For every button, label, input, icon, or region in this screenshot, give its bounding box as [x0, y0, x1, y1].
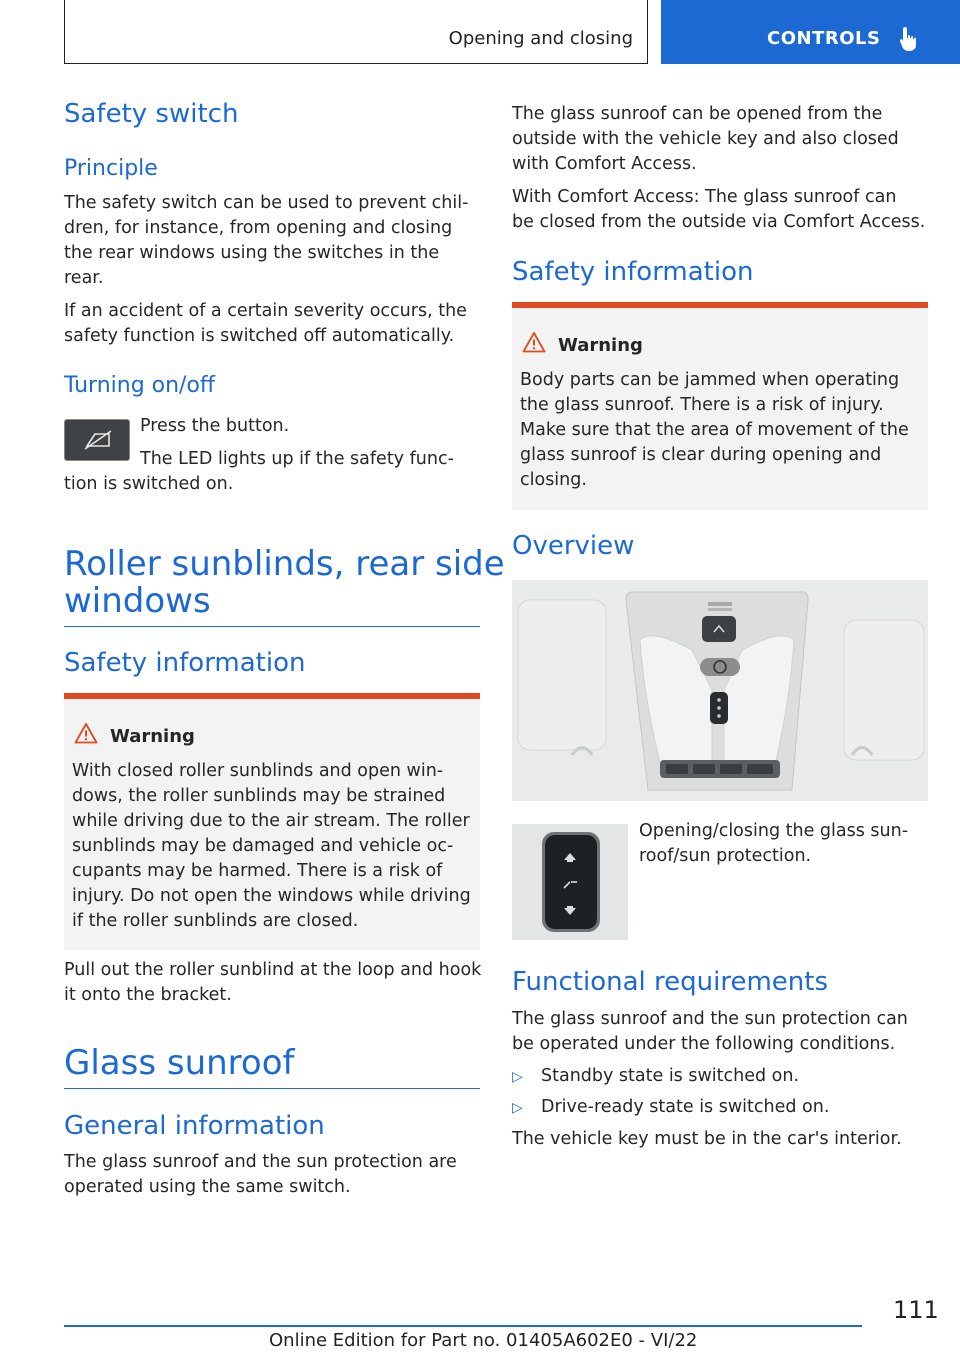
warning-label: Warning [110, 726, 195, 747]
principle-paragraph-2: If an accident of a certain severity occurs, the safety function is switched off automatically. [64, 301, 467, 346]
list-item: ▷ Drive-ready state is switched on. [512, 1097, 830, 1117]
principle-paragraph-1: The safety switch can be used to prevent chil- dren, for instance, from opening and closing the rear windows using the switches in the rear. [64, 193, 469, 288]
sunroof-intro-paragraph-1: The glass sunroof can be opened from the outside with the vehicle key and also closed with Comfort Access. [512, 104, 899, 174]
safety-switch-heading: Safety switch [64, 99, 239, 129]
sunroof-heading: Glass sunroof [64, 1043, 295, 1083]
warning-icon [74, 722, 98, 744]
general-info-paragraph: The glass sunroof and the sun protection are operated using the same switch. [64, 1152, 457, 1197]
sunblinds-heading: Roller sunblinds, rear side windows [64, 544, 505, 621]
sunblinds-safety-heading: Safety information [64, 648, 306, 678]
key-requirement-text: The vehicle key must be in the car's interior. [512, 1129, 902, 1149]
sunroof-switch-icon [512, 824, 628, 940]
turning-led-text-b: tion is switched on. [64, 474, 234, 494]
header-section-box [64, 0, 648, 64]
header-section-title: Opening and closing [448, 28, 633, 49]
sunblinds-paragraph: Pull out the roller sunblind at the loop and hook it onto the bracket. [64, 960, 482, 1005]
warning-text: Body parts can be jammed when operating the glass sunroof. There is a risk of injury. Make sure that the area of movement of the glass sunroof is clear during opening and closing. [520, 370, 909, 490]
turning-led-text-a: The LED lights up if the safety func- [140, 449, 454, 469]
sunroof-intro-paragraph-2: With Comfort Access: The glass sunroof can be closed from the outside via Comfort Access. [512, 187, 926, 232]
sunroof-warning-box [512, 302, 928, 510]
turning-heading: Turning on/off [64, 373, 216, 398]
header-chapter-tab [661, 0, 960, 64]
list-item: ▷ Standby state is switched on. [512, 1066, 800, 1086]
sunroof-rule [64, 1088, 480, 1089]
sunblinds-warning-box [64, 693, 480, 950]
footer-edition-text: Online Edition for Part no. 01405A602E0 - VI/22 [269, 1330, 698, 1351]
warning-text: With closed roller sunblinds and open win- dows, the roller sunblinds may be strained while driving due to the air stream. The roller sunblinds may be damaged and vehicle oc- cupants may be harmed. There is a risk of injury. Do not open the windows while driving if the roller sunblinds are closed. [72, 761, 471, 931]
sunblinds-rule [64, 626, 480, 627]
triangle-bullet-icon: ▷ [512, 1069, 523, 1085]
switch-caption: Opening/closing the glass sun- roof/sun protection. [639, 821, 909, 866]
functional-requirements-paragraph: The glass sunroof and the sun protection can be operated under the following conditions. [512, 1009, 908, 1054]
principle-heading: Principle [64, 156, 158, 181]
triangle-bullet-icon: ▷ [512, 1100, 523, 1116]
header-chapter-title: CONTROLS [767, 28, 881, 49]
page-number: 111 [893, 1296, 939, 1324]
roof-console-overview-photo [512, 580, 928, 801]
warning-label: Warning [558, 335, 643, 356]
pointing-hand-icon [899, 26, 921, 52]
footer-rule [64, 1325, 862, 1327]
functional-requirements-heading: Functional requirements [512, 967, 828, 997]
general-info-heading: General information [64, 1111, 325, 1141]
window-lock-button-icon [64, 419, 130, 461]
overview-heading: Overview [512, 531, 635, 561]
turning-press-text: Press the button. [140, 416, 290, 436]
warning-icon [522, 331, 546, 353]
sunroof-safety-heading: Safety information [512, 257, 754, 287]
